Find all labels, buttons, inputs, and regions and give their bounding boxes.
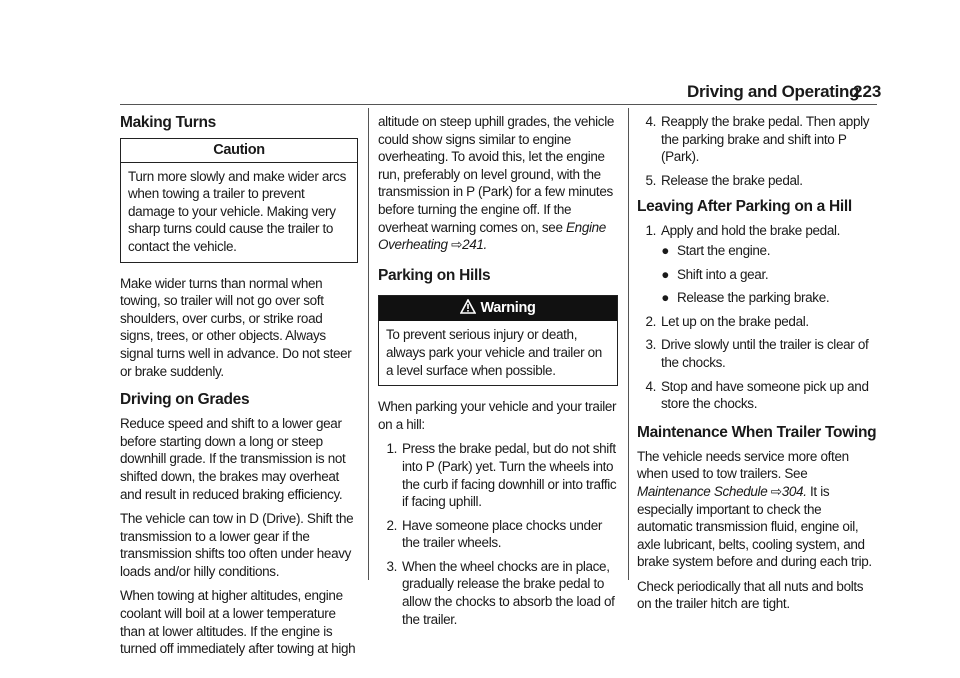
column-3 xyxy=(637,113,879,620)
list-item: 1. Press the brake pedal, but do not shift into P (Park) yet. Turn the wheels into the curb if facing downhill or into traffic if facing uphill. xyxy=(386,441,617,510)
parking-steps-continued xyxy=(637,113,879,189)
list-item: 3. Drive slowly until the trailer is clear of the chocks. xyxy=(645,337,869,370)
caution-title: Caution xyxy=(121,139,357,163)
making-turns-heading: Making Turns xyxy=(120,114,217,131)
page-ref-icon: ⇨ xyxy=(451,237,463,253)
list-item: 2. Have someone place chocks under the trailer wheels. xyxy=(386,517,603,551)
warning-text: To prevent serious injury or death, always park your vehicle and trailer on a level surface when possible. xyxy=(386,327,602,378)
list-item: 5. Release the brake pedal. xyxy=(645,172,803,188)
column-2 xyxy=(368,113,618,635)
column-1 xyxy=(120,113,358,665)
page-number: 223 xyxy=(853,82,882,101)
grades-paragraph-2: The vehicle can tow in D (Drive). Shift the transmission to a lower gear if the transmission shifts too often under heavy loads and/or hilly conditions. xyxy=(120,511,354,579)
maintenance-paragraph-1: The vehicle needs service more often when used to tow trailers. See Maintenance Schedule ⇨304. It is especially important to check the automatic transmission fluid, engine oil, axle lubricant, belts, cooling system, and brake system before and during each trip. xyxy=(637,448,872,570)
bullet-icon: ● xyxy=(661,290,669,306)
list-item: ● Shift into a gear. xyxy=(637,266,879,284)
list-item: 2. Let up on the brake pedal. xyxy=(645,313,809,329)
warning-icon xyxy=(460,299,476,320)
leaving-steps xyxy=(637,313,879,413)
grades-paragraph-3: When towing at higher altitudes, engine coolant will boil at a lower temperature than at lower altitudes. If the engine is turned off immediately after towing at high xyxy=(120,588,356,657)
leaving-after-parking-heading: Leaving After Parking on a Hill xyxy=(637,198,852,216)
parking-on-hills-heading: Parking on Hills xyxy=(378,266,491,284)
warning-box xyxy=(378,295,618,386)
list-item: 1. Apply and hold the brake pedal. xyxy=(645,223,841,239)
page-ref-304[interactable]: 304. xyxy=(781,483,807,499)
maintenance-paragraph-2: Check periodically that all nuts and bolts on the trailer hitch are tight. xyxy=(637,578,864,612)
page-ref-241[interactable]: 241. xyxy=(462,237,487,253)
header-rule xyxy=(120,104,877,105)
leaving-step-1 xyxy=(637,222,879,240)
column-divider xyxy=(628,108,629,580)
caution-text: Turn more slowly and make wider arcs when towing a trailer to prevent damage to your vehicle. Making very sharp turns could cause the trailer to contact the vehicle. xyxy=(128,168,346,254)
grades-paragraph-1: Reduce speed and shift to a lower gear before starting down a long or steep downhill grade. If the transmission is not shifted down, the brakes may overheat and result in reduced braking efficiency. xyxy=(120,416,346,502)
maintenance-schedule-link[interactable]: Maintenance Schedule xyxy=(637,483,768,499)
bullet-icon: ● xyxy=(661,266,669,282)
section-title: Driving and Operating xyxy=(687,82,860,101)
driving-on-grades-heading: Driving on Grades xyxy=(120,391,250,409)
list-item: 4. Stop and have someone pick up and store the chocks. xyxy=(645,378,869,412)
list-item: ● Release the parking brake. xyxy=(637,289,879,307)
continued-paragraph xyxy=(378,113,618,254)
list-item: 3. When the wheel chocks are in place, gradually release the brake pedal to allow the chocks to absorb the load of the trailer. xyxy=(386,558,615,627)
page-ref-icon: ⇨ xyxy=(770,483,782,499)
parking-intro: When parking your vehicle and your trailer on a hill: xyxy=(378,399,617,432)
list-item: ● Start the engine. xyxy=(637,242,879,260)
warning-title-bar xyxy=(379,296,617,322)
continued-text: altitude on steep uphill grades, the vehicle could show signs similar to engine overheating. To avoid this, let the engine run, preferably on level ground, with the transmission in P (Park) for a few minutes before turning the engine off. If the overheat warning comes on, see xyxy=(378,114,615,235)
bullet-icon: ● xyxy=(661,242,669,258)
maintenance-heading: Maintenance When Trailer Towing xyxy=(637,423,877,441)
warning-title: Warning xyxy=(480,299,536,316)
caution-box xyxy=(120,138,358,263)
leaving-bullets xyxy=(637,242,879,307)
list-item: 4. Reapply the brake pedal. Then apply the parking brake and shift into P (Park). xyxy=(645,114,870,165)
engine-overheating-link[interactable]: Engine Overheating xyxy=(378,219,606,253)
parking-steps xyxy=(378,440,618,628)
turns-paragraph: Make wider turns than normal when towing, so trailer will not go over soft shoulders, over curbs, or strike road signs, trees, or other objects. Always signal turns well in advance. Do not steer or brake suddenly. xyxy=(120,275,352,379)
